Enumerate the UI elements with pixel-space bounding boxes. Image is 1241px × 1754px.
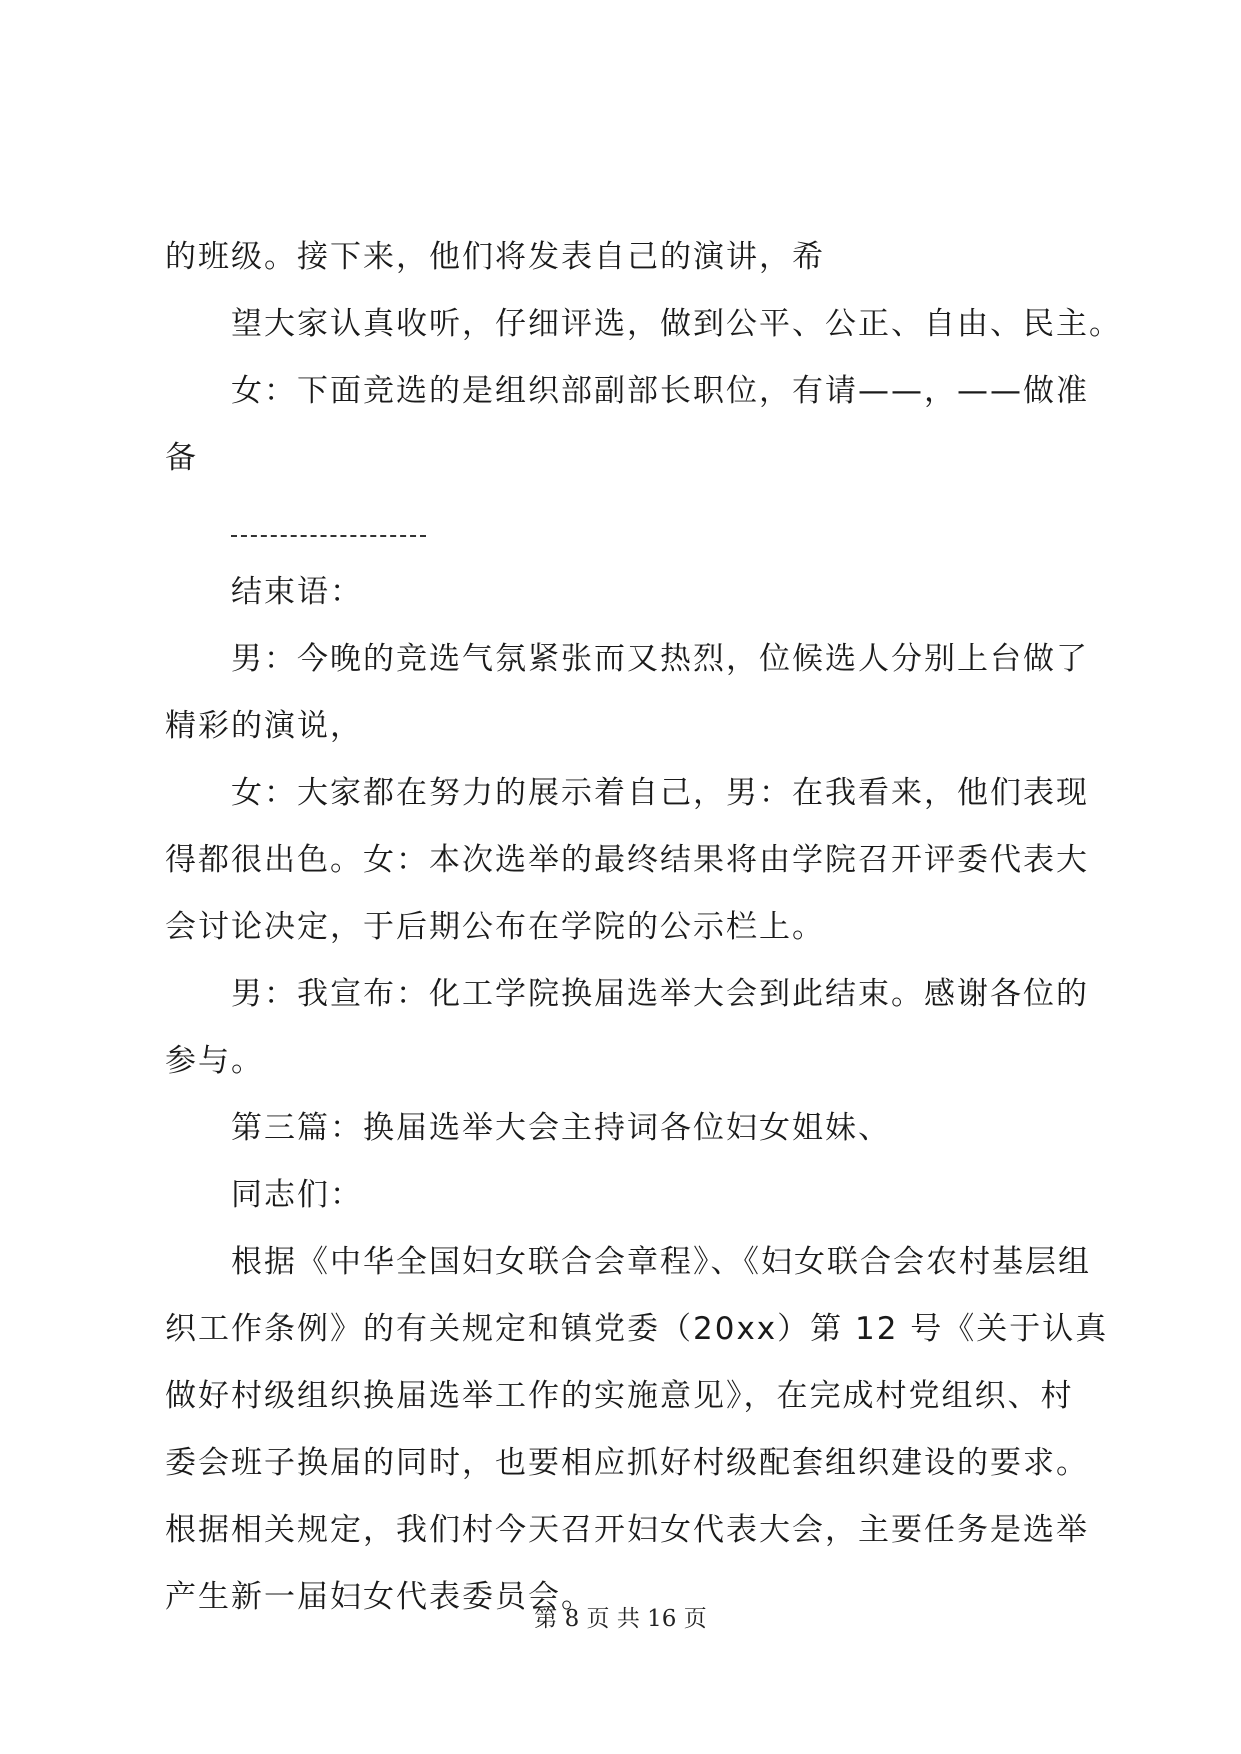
text-line: 精彩的演说， — [165, 708, 363, 744]
text-line: 男：我宣布：化工学院换届选举大会到此结束。感谢各位的 — [231, 976, 1089, 1012]
text-line: 根据《中华全国妇女联合会章程》、《妇女联合会农村基层组 — [231, 1244, 1091, 1280]
text-line: 委会班子换届的同时，也要相应抓好村级配套组织建设的要求。 — [165, 1445, 1089, 1481]
text-line: 产生新一届妇女代表委员会。 — [165, 1579, 594, 1615]
text-line: 备 — [165, 440, 198, 476]
text-line: 望大家认真收听，仔细评选，做到公平、公正、自由、民主。 — [231, 306, 1122, 342]
text-line: 第三篇：换届选举大会主持词各位妇女姐妹、 — [231, 1110, 891, 1146]
text-line: 做好村级组织换届选举工作的实施意见》，在完成村党组织、村 — [165, 1378, 1074, 1414]
text-line: 女：大家都在努力的展示着自己，男：在我看来，他们表现 — [231, 775, 1089, 811]
text-line: 得都很出色。女：本次选举的最终结果将由学院召开评委代表大 — [165, 842, 1089, 878]
text-line: 结束语： — [231, 574, 363, 610]
text-line: 会讨论决定，于后期公布在学院的公示栏上。 — [165, 909, 825, 945]
section-separator — [165, 496, 1085, 563]
document-body — [165, 228, 1122, 1635]
text-line: 织工作条例》的有关规定和镇党委（20xx）第 12 号《关于认真 — [165, 1311, 1109, 1347]
page-footer: 第 8 页 共 16 页 — [534, 1606, 707, 1632]
text-line: 参与。 — [165, 1043, 264, 1079]
text-line: 的班级。接下来，他们将发表自己的演讲，希 — [165, 239, 825, 275]
dashed-rule — [231, 535, 426, 537]
text-line: 根据相关规定，我们村今天召开妇女代表大会，主要任务是选举 — [165, 1512, 1089, 1548]
text-line: 同志们： — [231, 1177, 363, 1213]
text-line: 女：下面竞选的是组织部副部长职位，有请——，——做准 — [231, 373, 1089, 409]
text-line: 男：今晚的竞选气氛紧张而又热烈，位候选人分别上台做了 — [231, 641, 1089, 677]
